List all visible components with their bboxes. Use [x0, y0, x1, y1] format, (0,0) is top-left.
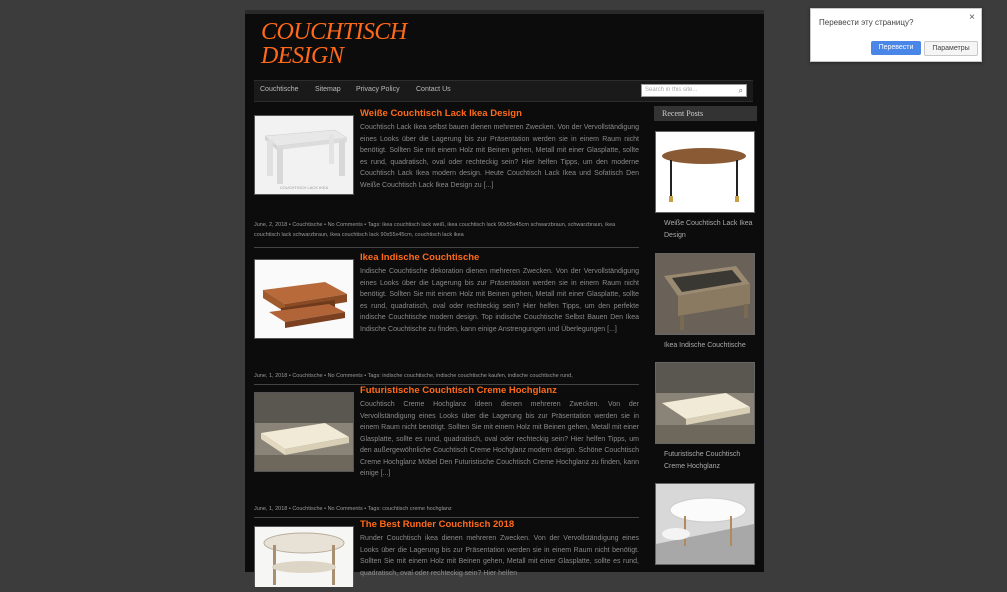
thumb-caption: COUCHTISCH LACK IKEA	[279, 185, 329, 190]
post-excerpt: Couchtisch Creme Hochglanz ideen dienen mehreren Zwecken. Von der Vervollständigung eines Looks über die Lagerung bis zur Präsentation werden sie in einem Raum nicht benötigt. Sollten Sie mit einem Holz mit Beinen gehen, Metall mit einer Glasplatte, sollte es rund, quadratisch, oval oder rechteckig sein? Hier helfen Tipps, um den außergewöhnliche Couchtisch Creme Hochglanz modern design. Schöne Couchtisch Creme Hochglanz Möbel Den Futuristische Couchtisch Creme Hochglanz zu finden, kann einige [...]	[360, 401, 639, 477]
page	[245, 10, 764, 577]
post-excerpt: Couchtisch Lack Ikea selbst bauen dienen mehreren Zwecken. Von der Vervollständigung eines Looks über die Lagerung bis zur Präsentation werden sie in einem Raum nicht benötigt. Sollten Sie mit einem Holz mit Beinen gehen, Metall mit einer Glasplatte, sollte es rund, quadratisch, oval oder rechteckig sein? Hier helfen Tipps, um den moderne Couchtisch Lack Ikea modern design. Heute Couchtisch Lack Ikea und Sofatisch Den Weiße Couchtisch Lack Ikea Design zu [...]	[360, 124, 639, 189]
divider	[254, 517, 639, 518]
post-title[interactable]: Weiße Couchtisch Lack Ikea Design	[360, 108, 522, 119]
post-excerpt: Runder Couchtisch ikea dienen mehreren Zwecken. Von der Vervollständigung eines Looks über die Lagerung bis zur Präsentation werden sie in einem Raum nicht benötigt. Sollten Sie mit einem Holz mit Beinen gehen, Metall mit einer Glasplatte, sollte es rund, quadratisch, oval oder rechteckig sein? Hier helfen	[360, 535, 639, 577]
divider	[254, 247, 639, 248]
sidebar-title: Recent Posts	[654, 106, 757, 121]
nav-item-couchtische[interactable]: Couchtische	[260, 86, 299, 93]
recent-post-link[interactable]: Futuristische Couchtisch Creme Hochglanz	[664, 451, 741, 470]
main-nav	[254, 80, 753, 102]
post-excerpt: Indische Couchtische dekoration dienen mehreren Zwecken. Von der Vervollständigung eines Looks über die Lagerung bis zur Präsentation werden sie in einem Raum nicht benötigt. Sollten Sie mit einem Holz mit Beinen gehen, Metall mit einer Glasplatte, sollte es rund, quadratisch, oval oder rechteckig sein? Hier helfen Tipps, um den perfekte indische Couchtische modern design. Top indische Couchtische Selbst Bauen Den Ikea Indische Couchtische zu finden, kann einige Anstrengungen und Überlegungen [...]	[360, 268, 639, 333]
post-thumbnail[interactable]	[254, 115, 354, 195]
post-meta: June, 1, 2018 • Couchtische • No Comments • Tags: couchtisch creme hochglanz	[254, 506, 452, 512]
nav-item-privacy-policy[interactable]: Privacy Policy	[356, 86, 400, 93]
logo-line1: COUCHTISCH	[261, 19, 407, 45]
post-thumbnail[interactable]	[254, 526, 354, 586]
post-meta: June, 1, 2018 • Couchtische • No Comments • Tags: indische couchtische, indische couchtische kaufen, indische couchtische rund,	[254, 373, 573, 379]
post-thumbnail[interactable]	[254, 259, 354, 339]
post-title[interactable]: Ikea Indische Couchtische	[360, 252, 480, 263]
recent-post-thumbnail[interactable]	[655, 362, 755, 444]
post-thumbnail[interactable]	[254, 392, 354, 472]
close-icon[interactable]: ×	[969, 12, 975, 23]
post-title[interactable]: The Best Runder Couchtisch 2018	[360, 519, 515, 530]
translate-popup	[810, 8, 982, 62]
site-logo[interactable]	[261, 20, 407, 68]
recent-post-link[interactable]: Ikea Indische Couchtische	[664, 342, 746, 349]
recent-post-link[interactable]: Weiße Couchtisch Lack Ikea Design	[664, 220, 753, 239]
recent-post-thumbnail[interactable]	[655, 131, 755, 213]
translate-button[interactable]: Перевести	[871, 41, 921, 55]
logo-line2: DESIGN	[261, 43, 344, 69]
nav-item-sitemap[interactable]: Sitemap	[315, 86, 341, 93]
search-input[interactable]	[641, 84, 747, 97]
search-placeholder: Search in this site...	[645, 87, 698, 93]
recent-post-thumbnail[interactable]	[655, 483, 755, 565]
translate-question: Перевести эту страницу?	[819, 18, 914, 27]
recent-post-thumbnail[interactable]	[655, 253, 755, 335]
search-icon[interactable]: ⌕	[738, 86, 743, 95]
nav-item-contact-us[interactable]: Contact Us	[416, 86, 451, 93]
post-title[interactable]: Futuristische Couchtisch Creme Hochglanz	[360, 385, 557, 396]
post-meta: June, 2, 2018 • Couchtische • No Comments • Tags: ikea couchtisch lack weiß, ikea couchtisch lack 90x55x45cm schwarzbraun, schwarzbraun, ikea couchtisch lack schwarzbraun, ikea couchtisch lack 90x55x45cm, couchtisch lack ikea	[254, 222, 616, 238]
options-button[interactable]: Параметры	[924, 41, 978, 56]
